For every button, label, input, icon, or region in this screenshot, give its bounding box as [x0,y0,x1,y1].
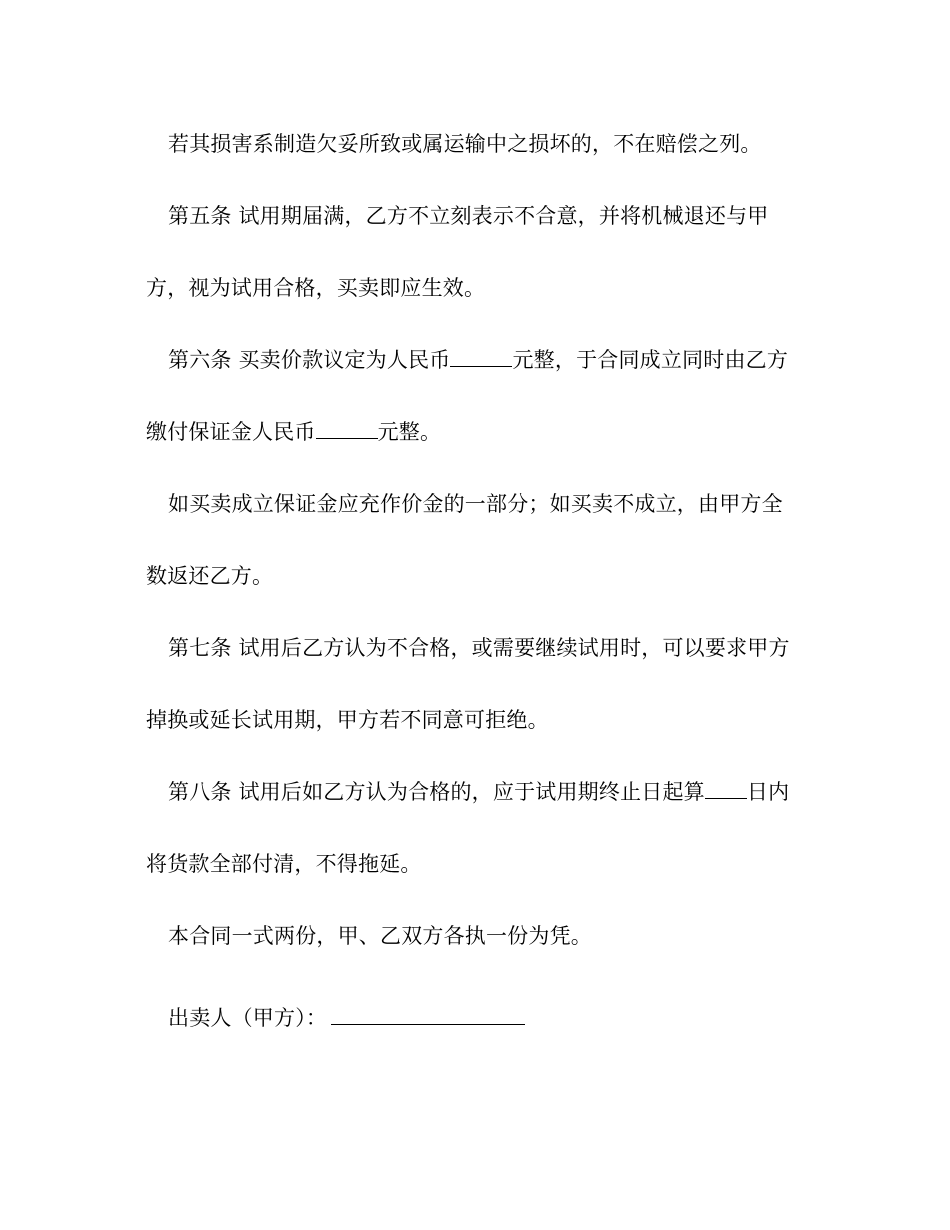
text-span: 日内 [746,780,790,804]
price-blank [450,348,512,367]
text-span: 掉换或延长试用期，甲方若不同意可拒绝。 [146,708,549,732]
text-span: 数返还乙方。 [146,564,274,588]
clause-6-continuation [146,419,441,445]
text-span: 第七条 试用后乙方认为不合格，或需要继续试用时，可以要求甲方 [168,636,790,660]
seller-signature-blank [331,1006,525,1025]
text-span: 将货款全部付清，不得拖延。 [146,852,422,876]
text-span: 第八条 试用后如乙方认为合格的，应于试用期终止日起算 [168,780,705,804]
days-blank [705,780,747,799]
text-span: 本合同一式两份，甲、乙双方各执一份为凭。 [168,924,592,948]
text-span: 如买卖成立保证金应充作价金的一部分；如买卖不成立，由甲方全 [168,492,783,516]
seller-label: 出卖人（甲方）： [168,1006,328,1030]
text-span: 若其损害系制造欠妥所致或属运输中之损坏的，不在赔偿之列。 [168,132,762,156]
text-span: 元整，于合同成立同时由乙方 [512,348,789,372]
deposit-clause-line [168,491,783,517]
clause-7-line [168,635,790,661]
clause-8-line [168,779,789,805]
clause-line [168,131,762,157]
text-span: 元整。 [377,420,442,444]
seller-signature-line [168,1005,525,1031]
clause-6-line [168,347,788,373]
text-span: 第六条 买卖价款议定为人民币 [168,348,451,372]
deposit-clause-continuation [146,563,273,589]
clause-5-continuation [146,275,485,301]
clause-8-continuation [146,851,422,877]
clause-7-continuation [146,707,549,733]
copies-clause-line [168,923,592,949]
clause-5-line [168,203,768,229]
text-span: 第五条 试用期届满，乙方不立刻表示不合意，并将机械退还与甲 [168,204,769,228]
text-span: 缴付保证金人民币 [146,420,316,444]
deposit-blank [316,420,378,439]
text-span: 方，视为试用合格，买卖即应生效。 [146,276,486,300]
